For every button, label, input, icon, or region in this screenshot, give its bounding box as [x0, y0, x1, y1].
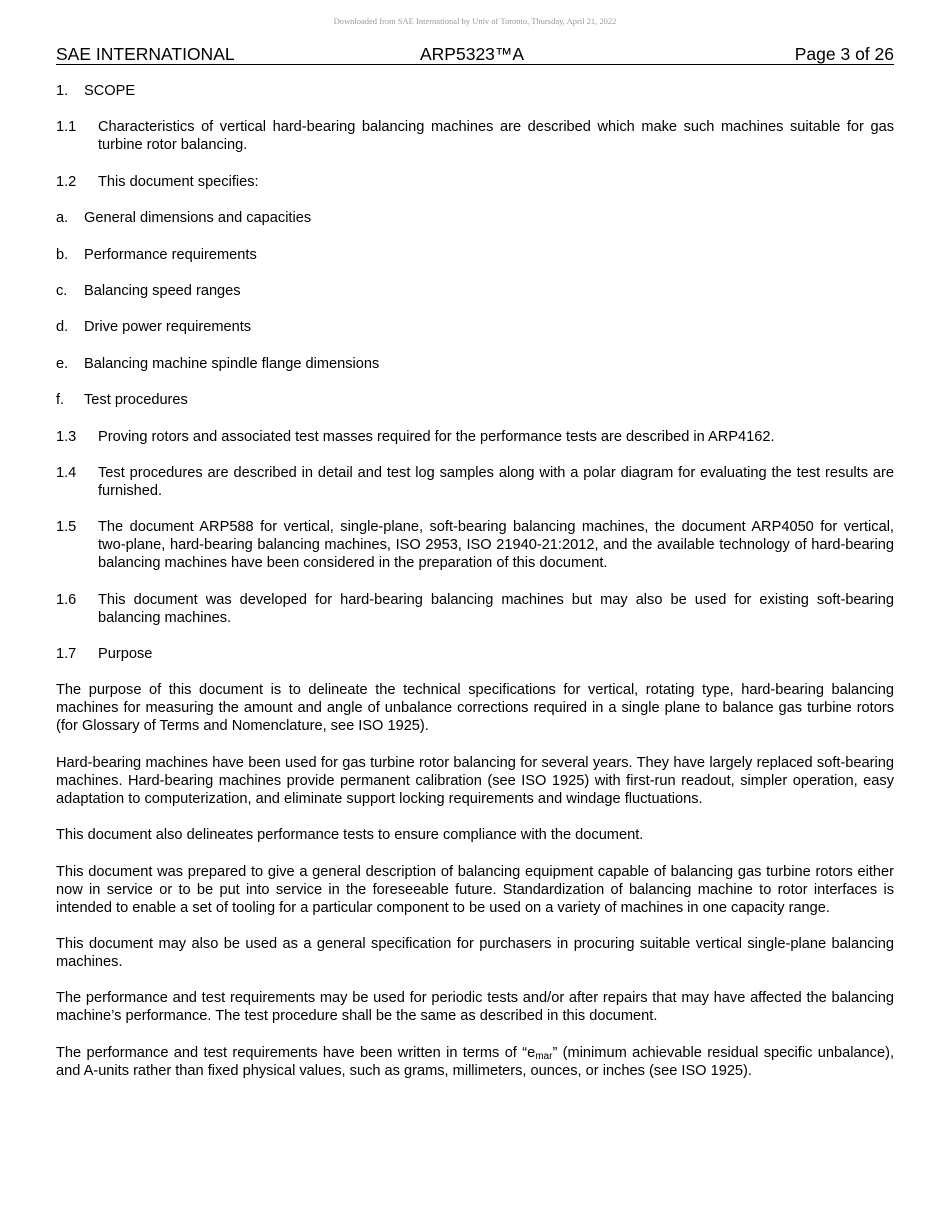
paragraph-performance-tests: This document also delineates performance tests to ensure compliance with the document.: [56, 827, 644, 844]
list-marker: d.: [56, 319, 69, 336]
clause-1-7: [56, 645, 894, 663]
clause-1-2: [56, 173, 894, 191]
header-page-number: Page 3 of 26: [794, 44, 894, 64]
clause-1-1: [56, 118, 894, 154]
section-title: SCOPE: [84, 83, 136, 99]
clause-1-3: [56, 428, 894, 446]
clause-number: 1.2: [56, 173, 77, 190]
list-marker: f.: [56, 392, 65, 409]
list-text: Test procedures: [84, 392, 188, 409]
clause-number: 1.6: [56, 591, 77, 608]
clause-1-4: [56, 464, 894, 500]
clause-number: 1.3: [56, 428, 77, 445]
list-item-e: [56, 355, 894, 373]
paragraph-purpose: The purpose of this document is to delineate the technical specifications for vertical, rotating type, hard-bearing balancing machines for measuring the amount and angle of unbalance corrections required in a single plane to balance gas turbine rotors (for Glossary of Terms and Nomenclature, see ISO 1925).: [56, 682, 894, 735]
list-marker: e.: [56, 355, 69, 372]
header-organization: SAE INTERNATIONAL: [56, 44, 235, 64]
list-text: Drive power requirements: [84, 319, 252, 336]
list-text: Balancing speed ranges: [84, 282, 241, 299]
download-watermark: Downloaded from SAE International by Univ of Toronto, Thursday, April 21, 2022: [333, 16, 617, 26]
header-document-number: ARP5323™A: [420, 44, 525, 64]
clause-1-5: [56, 518, 894, 572]
clause-text: This document was developed for hard-bearing balancing machines but may also be used for existing soft-bearing balancing machines.: [98, 591, 894, 626]
section-heading: [56, 82, 894, 100]
clause-number: 1.4: [56, 464, 77, 481]
list-item-d: [56, 318, 894, 336]
clause-number: 1.7: [56, 646, 77, 663]
clause-text: Purpose: [98, 646, 153, 663]
list-marker: c.: [56, 282, 68, 299]
emar-text-after: ” (minimum achievable residual specific unbalance), and A-units rather than fixed physical values, such as grams, millimeters, ounces, or inches (see ISO 1925).: [56, 1044, 894, 1079]
list-marker: a.: [56, 210, 69, 227]
emar-text-before: The performance and test requirements have been written in terms of “e: [56, 1044, 536, 1061]
clause-1-6: [56, 591, 894, 627]
list-text: General dimensions and capacities: [84, 210, 312, 227]
clause-text: This document specifies:: [98, 173, 259, 190]
paragraph-general-specification: This document may also be used as a general specification for purchasers in procuring suitable vertical single-plane balancing machines.: [56, 936, 894, 971]
paragraph-periodic-tests: The performance and test requirements may be used for periodic tests and/or after repairs that may have affected the balancing machine’s performance. The test procedure shall be the same as described in this document.: [56, 990, 894, 1025]
list-marker: b.: [56, 246, 69, 263]
section-number: 1.: [56, 83, 69, 99]
list-item-a: [56, 209, 894, 227]
paragraph-emar-units: [56, 1044, 894, 1080]
clause-text: The document ARP588 for vertical, single-plane, soft-bearing balancing machines, the document ARP4050 for vertical, two-plane, hard-bearing balancing machines, ISO 2953, ISO 21940-21:2012, and the available technology of hard-bearing balancing machines have been considered in the preparation of this document.: [98, 519, 894, 572]
clause-text: Proving rotors and associated test masses required for the performance tests are described in ARP4162.: [98, 428, 775, 445]
list-item-c: [56, 282, 894, 300]
clause-text: Characteristics of vertical hard-bearing balancing machines are described which make such machines suitable for gas turbine rotor balancing.: [98, 119, 894, 154]
page-header: [56, 44, 894, 65]
list-item-f: [56, 391, 894, 409]
document-body: [56, 82, 894, 1098]
list-item-b: [56, 246, 894, 264]
clause-number: 1.1: [56, 119, 77, 136]
emar-subscript: mar: [535, 1050, 553, 1062]
list-text: Balancing machine spindle flange dimensions: [84, 355, 380, 372]
clause-number: 1.5: [56, 519, 77, 536]
clause-text: Test procedures are described in detail and test log samples along with a polar diagram for evaluating the test results are furnished.: [98, 464, 894, 499]
list-text: Performance requirements: [84, 246, 257, 263]
paragraph-hard-bearing: Hard-bearing machines have been used for gas turbine rotor balancing for several years. They have largely replaced soft-bearing machines. Hard-bearing machines provide permanent calibration (see ISO 1925) with first-run readout, simpler operation, easy adaptation to computerization, and eliminate support locking requirements and windage fluctuations.: [56, 754, 894, 807]
paragraph-general-description: This document was prepared to give a general description of balancing equipment capable of balancing gas turbine rotors either now in service or to be put into service in the foreseeable future. Standardization of balancing machine to rotor interfaces is intended to enable a set of tooling for a particular component to be used on a variety of machines in one capacity range.: [56, 863, 894, 916]
